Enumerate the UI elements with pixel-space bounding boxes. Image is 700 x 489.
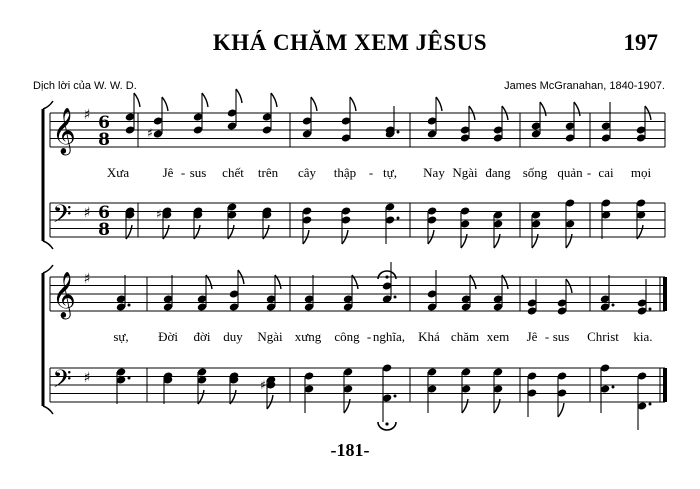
- lyric-syllable: -: [544, 329, 550, 344]
- note-flag: [532, 234, 538, 248]
- lyric-syllable: Khá: [418, 329, 440, 344]
- lyric-syllable: Christ: [587, 329, 619, 344]
- lyric-syllable: Ngài: [257, 329, 283, 344]
- lyric-syllable: công: [334, 329, 360, 344]
- note-flag: [436, 97, 442, 111]
- key-signature-sharp-icon: ♯: [83, 370, 91, 386]
- lyric-syllable: tự,: [383, 165, 397, 180]
- sharp-accidental-icon: ♯: [260, 378, 266, 392]
- bass-clef-icon: 𝄢: [52, 200, 72, 235]
- augmentation-dot: [128, 304, 131, 307]
- lyric-syllable: Ngài: [452, 165, 478, 180]
- note-flag: [311, 97, 317, 111]
- lyric-syllable: -: [586, 165, 592, 180]
- time-signature-bottom: 8: [98, 220, 110, 240]
- note-flag: [461, 234, 467, 248]
- lyric-syllable: Jê: [162, 165, 174, 180]
- lyric-syllable: -: [368, 165, 374, 180]
- note-flag: [271, 93, 277, 107]
- lyric-syllable: xem: [486, 329, 510, 344]
- note-flag: [134, 93, 140, 107]
- lyric-syllable: -: [180, 165, 186, 180]
- lyric-syllable: Đời: [158, 329, 178, 344]
- note-flag: [566, 234, 572, 248]
- page-number: -181-: [330, 440, 370, 460]
- note-flag: [574, 102, 580, 116]
- lyric-syllable: cây: [297, 165, 317, 180]
- key-signature-sharp-icon: ♯: [83, 205, 91, 221]
- bracket-bottom-curl: [43, 406, 53, 414]
- augmentation-dot: [397, 217, 400, 220]
- time-signature-top: 6: [98, 113, 110, 133]
- lyric-syllable: sống: [522, 165, 548, 180]
- lyric-syllable: duy: [223, 329, 243, 344]
- time-signature-bottom: 8: [98, 130, 110, 150]
- lyric-syllable: chăm: [450, 329, 480, 344]
- augmentation-dot: [612, 386, 615, 389]
- note-flag: [350, 97, 356, 111]
- lyric-syllable: trên: [257, 165, 279, 180]
- note-flag: [540, 102, 546, 116]
- key-signature-sharp-icon: ♯: [83, 271, 91, 287]
- note-flag: [494, 234, 500, 248]
- note-flag: [462, 399, 468, 413]
- augmentation-dot: [397, 131, 400, 134]
- note-flag: [494, 399, 500, 413]
- lyric-syllable: cai: [598, 165, 614, 180]
- note-flag: [162, 97, 168, 111]
- augmentation-dot: [394, 296, 397, 299]
- lyric-syllable: mọi: [630, 165, 652, 180]
- lyric-syllable: sus: [189, 165, 207, 180]
- lyric-syllable: Jê: [526, 329, 538, 344]
- lyric-syllable: -: [366, 329, 372, 344]
- fermata-dot: [385, 275, 388, 278]
- treble-clef-icon: 𝄞: [52, 272, 76, 318]
- lyric-syllable: sus: [552, 329, 570, 344]
- augmentation-dot: [128, 377, 131, 380]
- augmentation-dot: [649, 308, 652, 311]
- lyric-syllable: nghĩa,: [372, 329, 406, 344]
- fermata-dot: [385, 422, 388, 425]
- music-credit: James McGranahan, 1840-1907.: [504, 80, 665, 92]
- lyric-syllable: kia.: [633, 329, 653, 344]
- note-flag: [344, 399, 350, 413]
- lyric-syllable: chết: [222, 165, 244, 180]
- note-flag: [236, 89, 242, 103]
- key-signature-sharp-icon: ♯: [83, 107, 91, 123]
- augmentation-dot: [612, 304, 615, 307]
- lyric-syllable: đang: [485, 165, 511, 180]
- sharp-accidental-icon: ♯: [156, 207, 162, 221]
- lyric-syllable: quản: [557, 165, 583, 180]
- augmentation-dot: [649, 403, 652, 406]
- lyric-syllable: sự,: [113, 329, 129, 344]
- note-flag: [566, 279, 572, 293]
- text-credit: Dịch lời của W. W. D.: [33, 80, 137, 92]
- lyric-syllable: Xưa: [106, 165, 130, 180]
- time-signature-top: 6: [98, 203, 110, 223]
- sharp-accidental-icon: ♯: [147, 126, 153, 140]
- lyric-syllable: đời: [193, 329, 211, 344]
- lyric-syllable: thập: [333, 165, 357, 180]
- treble-clef-icon: 𝄞: [52, 108, 76, 154]
- lyric-syllable: xưng: [294, 329, 322, 344]
- lyric-syllable: Nay: [423, 165, 445, 180]
- augmentation-dot: [394, 395, 397, 398]
- bass-clef-icon: 𝄢: [52, 365, 72, 400]
- note-flag: [202, 93, 208, 107]
- bracket-bottom-curl: [43, 241, 53, 249]
- note-flag: [558, 403, 564, 417]
- hymn-number: 197: [623, 30, 658, 55]
- hymn-title: KHÁ CHĂM XEM JÊSUS: [212, 30, 488, 55]
